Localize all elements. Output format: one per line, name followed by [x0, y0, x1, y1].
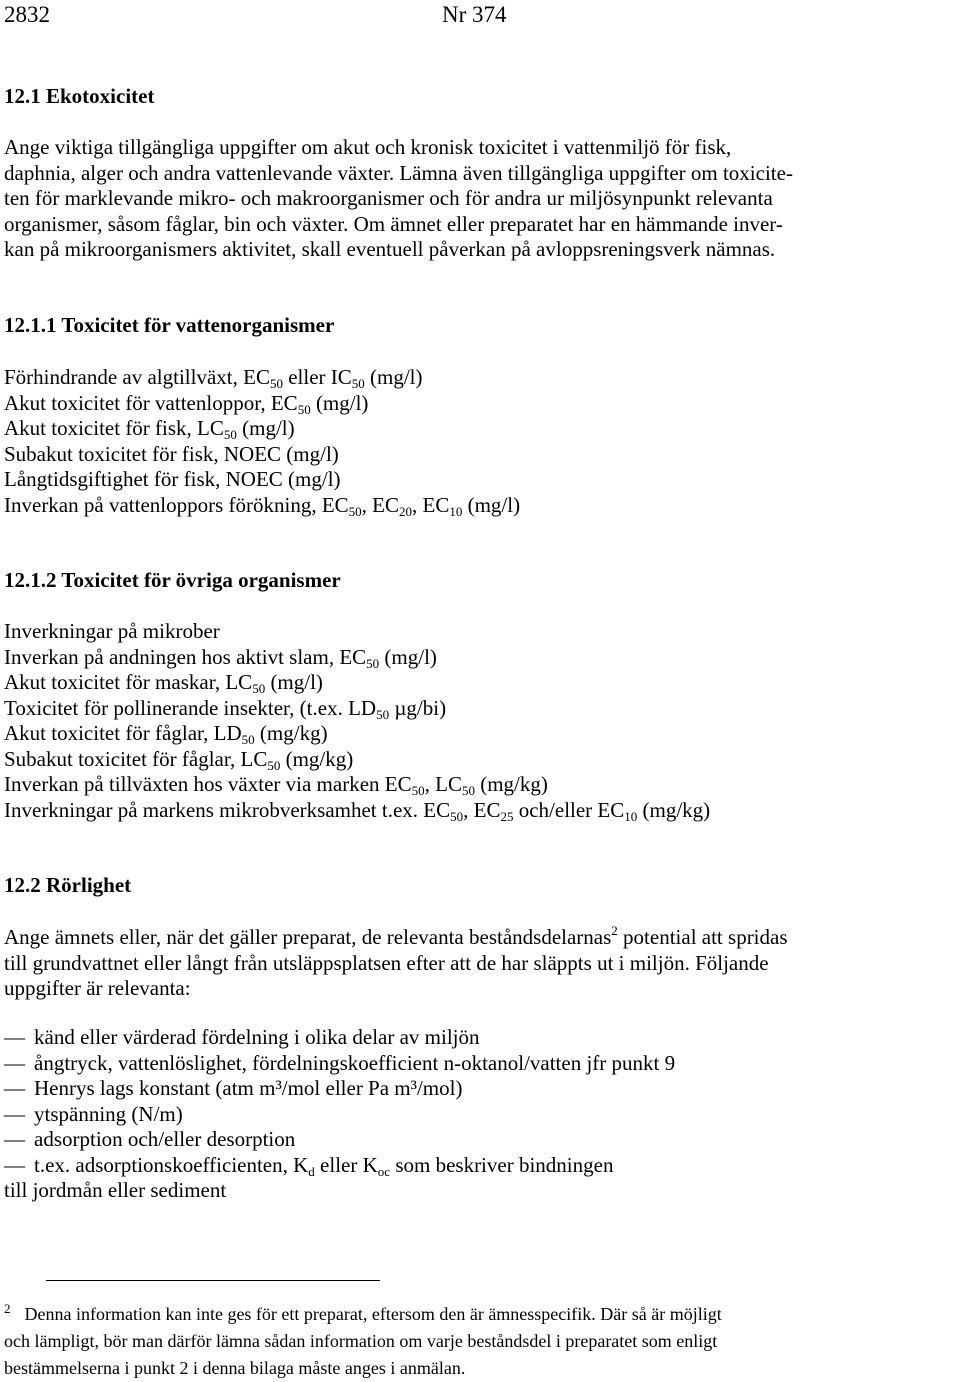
dash-bullet: — — [4, 1101, 25, 1126]
text-run: (mg/l) — [265, 670, 323, 694]
text-run: Subakut toxicitet för fåglar, LC — [4, 746, 268, 771]
text-run: som beskriver bindningen — [390, 1152, 614, 1177]
list-item — [4, 619, 954, 645]
text-run: (mg/kg) — [254, 721, 328, 745]
subscript: 50 — [366, 655, 380, 671]
footnote-separator — [46, 1280, 380, 1281]
text-run: , EC — [412, 492, 450, 517]
list-item — [4, 467, 954, 493]
subscript: 50 — [348, 503, 362, 519]
section-heading-12-1: 12.1 Ekotoxicitet — [4, 84, 155, 108]
list-item — [4, 365, 954, 391]
subscript: 50 — [450, 808, 464, 824]
text-run: (mg/l) — [379, 644, 437, 669]
text-run: eller IC — [282, 365, 352, 389]
section-heading-12-2: 12.2 Rörlighet — [4, 873, 132, 897]
text-run: Akut toxicitet för vattenloppor, EC — [4, 390, 298, 415]
list-item — [4, 951, 954, 977]
list-item — [4, 772, 954, 798]
text-run: adsorption och/eller desorption — [34, 1127, 296, 1151]
text-run: (mg/kg) — [474, 772, 548, 796]
text-run: (mg/kg) — [280, 746, 354, 771]
dash-list-item — [4, 1102, 954, 1128]
page-number: 2832 — [4, 2, 50, 27]
text-run: (mg/kg) — [637, 797, 711, 822]
list-item — [4, 798, 954, 824]
text-run: Akut toxicitet för fisk, LC — [4, 416, 224, 440]
section-12-1-2-list — [4, 619, 954, 823]
text-run: till grundvattnet eller långt från utsläppsplatsen efter att de har släppts ut i miljön. Följande — [4, 950, 769, 975]
footnote-line: bestämmelserna i punkt 2 i denna bilaga måste anges i anmälan. — [4, 1358, 466, 1378]
section-heading-12-1-1: 12.1.1 Toxicitet för vattenorganismer — [4, 313, 335, 337]
list-item — [4, 976, 954, 1002]
subscript: 50 — [461, 783, 475, 798]
list-item — [4, 721, 954, 747]
footnote-reference: 2 — [611, 923, 618, 938]
text-run: eller K — [314, 1152, 378, 1177]
text-run: potential att spridas — [617, 925, 788, 949]
footnote-marker: 2 — [4, 1301, 11, 1316]
text-run: Inverkan på tillväxten hos växter via marken EC — [4, 772, 412, 796]
footnote-line: och lämpligt, bör man därför lämna sådan information om varje beståndsdel i preparatet som enligt — [4, 1331, 718, 1351]
subscript: 25 — [500, 808, 514, 824]
dash-list-item — [4, 1153, 954, 1179]
subscript: d — [308, 1163, 315, 1179]
text-run: , EC — [361, 492, 400, 517]
text-run: (mg/l) — [364, 365, 423, 389]
text-run: Inverkningar på mikrober — [4, 619, 220, 643]
text-run: Långtidsgiftighet för fisk, NOEC (mg/l) — [4, 467, 341, 491]
text-run: (mg/l) — [236, 416, 295, 440]
subscript: 50 — [223, 427, 237, 442]
text-run: Henrys lags konstant (atm m³/mol eller Pa m³/mol) — [34, 1076, 463, 1100]
subscript: 10 — [624, 808, 638, 824]
subscript: 50 — [376, 706, 390, 722]
section-12-1-paragraph — [4, 135, 954, 263]
subscript: 50 — [269, 376, 283, 391]
dash-list-continuation: till jordmån eller sediment — [4, 1178, 227, 1202]
subscript: 50 — [252, 681, 266, 696]
list-item — [4, 416, 954, 442]
subscript: 50 — [351, 376, 365, 391]
section-12-1-1-list — [4, 365, 954, 518]
text-run: känd eller värderad fördelning i olika delar av miljön — [34, 1025, 480, 1049]
text-run: µg/bi) — [389, 695, 447, 720]
subscript: 50 — [267, 757, 281, 773]
text-run: Akut toxicitet för maskar, LC — [4, 670, 253, 694]
text-run: Toxicitet för pollinerande insekter, (t.ex. LD — [4, 695, 377, 720]
paragraph-line: kan på mikroorganismers aktivitet, skall eventuell påverkan på avloppsreningsverk nämnas. — [4, 237, 776, 261]
list-item — [4, 391, 954, 417]
dash-bullet: — — [4, 1050, 25, 1075]
dash-list-item — [4, 1025, 954, 1051]
text-run: Inverkan på andningen hos aktivt slam, EC — [4, 644, 367, 669]
subscript: 20 — [399, 503, 413, 519]
text-run: Förhindrande av algtillväxt, EC — [4, 365, 270, 389]
text-run: ångtryck, vattenlöslighet, fördelningskoefficient n-oktanol/vatten jfr punkt 9 — [34, 1050, 676, 1075]
text-run: Inverkan på vattenloppors förökning, EC — [4, 492, 349, 517]
text-run: t.ex. adsorptionskoefficienten, K — [34, 1152, 309, 1177]
issue-number: Nr 374 — [442, 2, 507, 27]
dash-list-item — [4, 1076, 954, 1102]
subscript: 10 — [449, 503, 463, 519]
list-item — [4, 670, 954, 696]
paragraph-line: ten för marklevande mikro- och makroorganismer och för andra ur miljösynpunkt relevanta — [4, 186, 773, 210]
paragraph-line: daphnia, alger och andra vattenlevande växter. Lämna även tillgängliga uppgifter om toxicite- — [4, 160, 793, 185]
text-run: Akut toxicitet för fåglar, LD — [4, 721, 242, 745]
text-run: (mg/l) — [462, 492, 521, 517]
text-run: och/eller EC — [513, 797, 625, 822]
dash-bullet: — — [4, 1127, 25, 1151]
text-run: (mg/l) — [310, 390, 369, 415]
text-run: , EC — [463, 797, 501, 822]
subscript: oc — [377, 1163, 391, 1179]
dash-list-item — [4, 1051, 954, 1077]
list-item — [4, 442, 954, 468]
footnote — [4, 1295, 954, 1382]
text-run: Inverkningar på markens mikrobverksamhet t.ex. EC — [4, 797, 451, 822]
section-12-2-dash-list — [4, 1025, 954, 1178]
text-run: uppgifter är relevanta: — [4, 976, 191, 1000]
subscript: 50 — [411, 783, 425, 798]
text-run: ytspänning (N/m) — [34, 1101, 183, 1126]
subscript: 50 — [241, 732, 255, 747]
list-item — [4, 645, 954, 671]
section-12-2-paragraph — [4, 925, 954, 1002]
paragraph-line: Ange viktiga tillgängliga uppgifter om akut och kronisk toxicitet i vattenmiljö för fisk, — [4, 135, 732, 159]
text-run: Ange ämnets eller, när det gäller preparat, de relevanta beståndsdelarnas — [4, 925, 612, 949]
dash-bullet: — — [4, 1152, 25, 1177]
text-run: , LC — [424, 772, 462, 796]
subscript: 50 — [297, 401, 311, 417]
dash-bullet: — — [4, 1025, 25, 1049]
text-run: Subakut toxicitet för fisk, NOEC (mg/l) — [4, 441, 339, 466]
dash-list-item — [4, 1127, 954, 1153]
footnote-line-1 — [4, 1295, 954, 1328]
footnote-text: Denna information kan inte ges för ett preparat, eftersom den är ämnesspecifik. Där så är möjligt — [24, 1304, 722, 1324]
paragraph-line: organismer, såsom fåglar, bin och växter. Om ämnet eller preparatet har en hämmande inver- — [4, 211, 783, 236]
list-item — [4, 747, 954, 773]
list-item — [4, 696, 954, 722]
list-item — [4, 925, 954, 951]
dash-bullet: — — [4, 1076, 25, 1100]
list-item — [4, 493, 954, 519]
section-heading-12-1-2: 12.1.2 Toxicitet för övriga organismer — [4, 568, 341, 592]
